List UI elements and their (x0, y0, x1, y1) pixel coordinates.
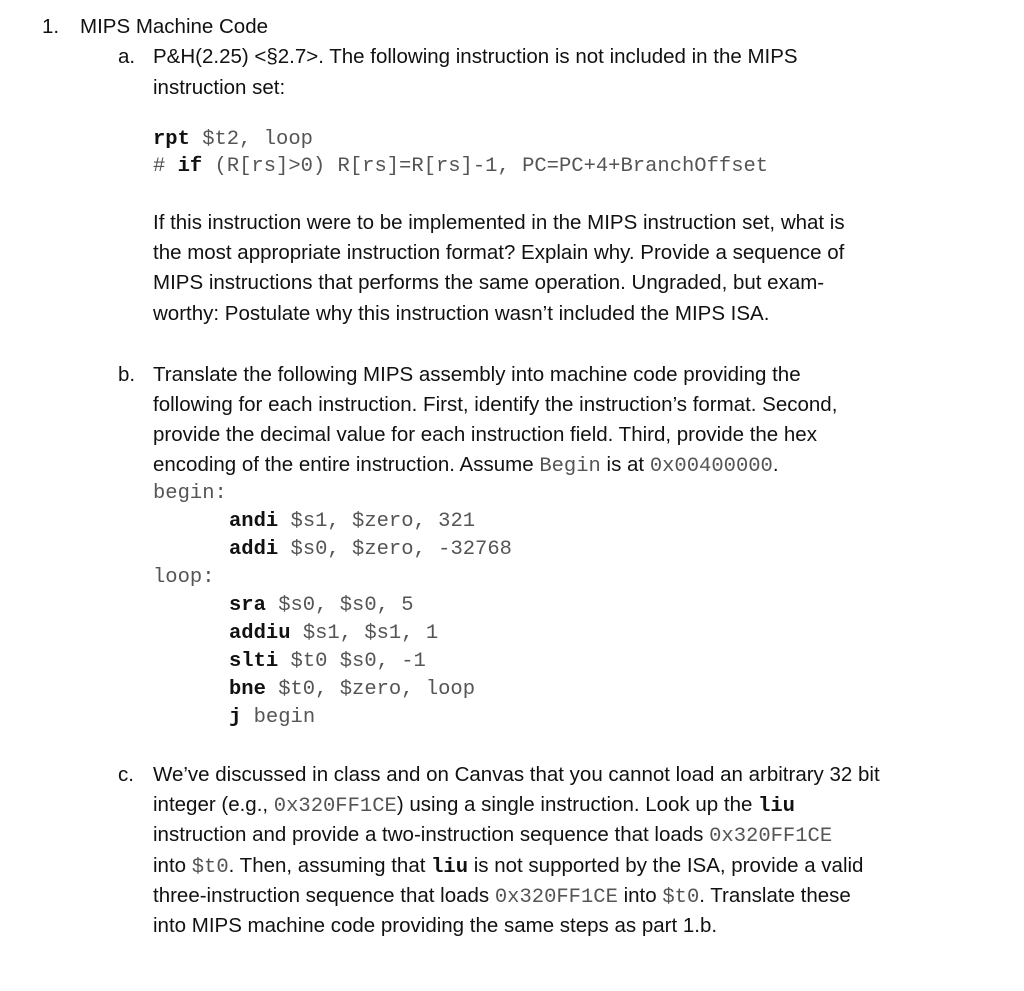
question-number: 1. (42, 15, 60, 38)
opcode: bne (229, 678, 266, 701)
opcode: j (229, 706, 242, 729)
inline-code: 0x320FF1CE (273, 795, 397, 818)
instr-slti (229, 650, 426, 674)
opcode: andi (229, 510, 279, 533)
inline-code: 0x320FF1CE (494, 886, 618, 909)
label-begin: begin: (153, 482, 227, 505)
operands: $s0, $zero, -32768 (278, 538, 512, 561)
text: . Then, assuming that (228, 854, 432, 877)
label-loop: loop: (153, 566, 215, 589)
text: is at (600, 453, 650, 476)
instr-bne (229, 678, 475, 702)
operands: $s0, $s0, 5 (265, 594, 414, 617)
part-a-para-4: worthy: Postulate why this instruction wasn’t included the MIPS ISA. (153, 302, 770, 325)
question-title: MIPS Machine Code (80, 15, 269, 38)
inline-code-keyword: liu (431, 856, 469, 879)
instr-andi (229, 510, 475, 534)
opcode: addiu (229, 622, 291, 645)
code-comment-prefix: # (153, 155, 178, 178)
part-a-para-3: MIPS instructions that performs the same operation. Ungraded, but exam- (153, 271, 825, 294)
part-c-line-1: We’ve discussed in class and on Canvas that you cannot load an arbitrary 32 bit (153, 763, 880, 786)
inline-code: $t0 (662, 886, 700, 909)
text: integer (e.g., (153, 793, 274, 816)
text: three-instruction sequence that loads (153, 884, 495, 907)
text: instruction and provide a two-instruction sequence that loads (153, 823, 710, 846)
part-c-line-6: into MIPS machine code providing the same steps as part 1.b. (153, 914, 718, 937)
inline-code: Begin (539, 455, 601, 478)
part-a-line-1: P&H(2.25) <§2.7>. The following instruction is not included in the MIPS (153, 45, 798, 68)
part-c-line-3 (153, 823, 832, 849)
instr-addi (229, 538, 512, 562)
part-b-line-1: Translate the following MIPS assembly into machine code providing the (153, 363, 801, 386)
text: into (617, 884, 663, 907)
code-keyword: if (177, 155, 203, 178)
inline-code: 0x320FF1CE (709, 825, 833, 848)
part-b-line-3: provide the decimal value for each instruction field. Third, provide the hex (153, 423, 817, 446)
part-b-line-4 (153, 453, 779, 479)
part-c-label: c. (118, 763, 134, 786)
instr-addiu (229, 622, 438, 646)
text: is not supported by the ISA, provide a valid (468, 854, 864, 877)
operands: $t0, $zero, loop (265, 678, 476, 701)
text: ) using a single instruction. Look up the (396, 793, 759, 816)
code-line-comment (153, 155, 768, 179)
code-keyword: rpt (153, 128, 190, 151)
part-b-line-2: following for each instruction. First, identify the instruction’s format. Second, (153, 393, 838, 416)
opcode: slti (229, 650, 279, 673)
inline-code-keyword: liu (758, 795, 795, 818)
operands: $t0 $s0, -1 (278, 650, 426, 673)
inline-code: 0x00400000 (649, 455, 773, 478)
part-b-label: b. (118, 363, 136, 386)
text: encoding of the entire instruction. Assume (153, 453, 540, 476)
operands: $s1, $s1, 1 (290, 622, 439, 645)
part-c-line-4 (153, 854, 863, 880)
opcode: addi (229, 538, 279, 561)
part-a-label: a. (118, 45, 136, 68)
part-a-para-2: the most appropriate instruction format? Explain why. Provide a sequence of (153, 241, 845, 264)
operands: begin (241, 706, 316, 729)
part-c-line-5 (153, 884, 851, 910)
code-text: (R[rs]>0) R[rs]=R[rs]-1, PC=PC+4+BranchOffset (202, 155, 769, 178)
part-a-line-2: instruction set: (153, 76, 286, 99)
operands: $s1, $zero, 321 (278, 510, 476, 533)
part-c-line-2 (153, 793, 795, 819)
text: . Translate these (699, 884, 851, 907)
opcode: sra (229, 594, 266, 617)
code-text: $t2, loop (189, 128, 313, 151)
inline-code: $t0 (191, 856, 229, 879)
text: into (153, 854, 192, 877)
part-a-para-1: If this instruction were to be implemented in the MIPS instruction set, what is (153, 211, 845, 234)
code-line-rpt (153, 128, 313, 152)
text: . (772, 453, 779, 476)
instr-sra (229, 594, 414, 618)
instr-j (229, 706, 315, 730)
